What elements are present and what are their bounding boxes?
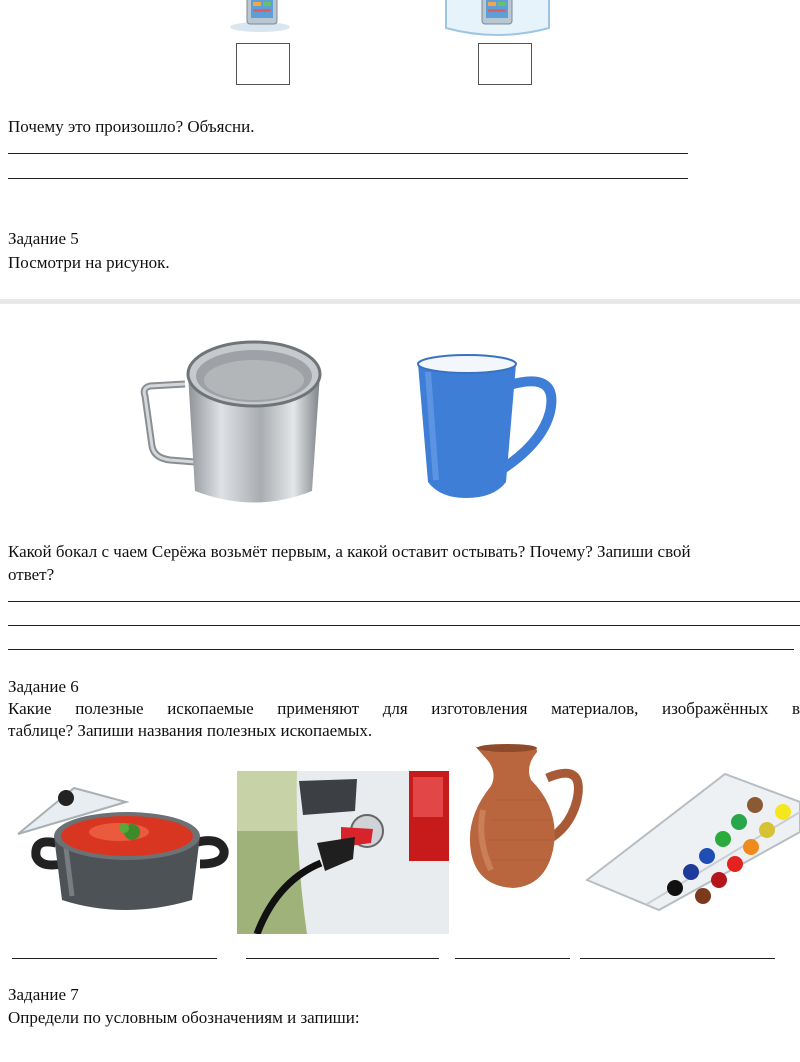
task7-heading: Задание 7	[8, 985, 79, 1004]
answer-line[interactable]	[246, 958, 439, 959]
watercolor-paints-icon	[585, 772, 800, 912]
pot-image	[14, 778, 234, 918]
answer-line[interactable]	[8, 178, 688, 179]
task6-question-line2: таблице? Запиши названия полезных ископаемых.	[8, 721, 373, 740]
answer-line[interactable]	[8, 601, 800, 602]
metal-mug-icon	[140, 336, 325, 511]
smartphone-in-jar-icon	[440, 0, 555, 40]
answer-box-right[interactable]	[478, 43, 532, 85]
answer-line[interactable]	[580, 958, 775, 959]
answer-line[interactable]	[8, 649, 794, 650]
task7-instruction: Определи по условным обозначениям и запиши:	[8, 1008, 360, 1027]
smartphone-icon	[225, 0, 295, 34]
blue-mug-image	[410, 352, 560, 500]
answer-line[interactable]	[455, 958, 570, 959]
section4-question: Почему это произошло? Объясни.	[8, 117, 255, 136]
task5-question-line2: ответ?	[8, 565, 55, 584]
clay-jug-icon	[465, 740, 587, 890]
phone-right-image	[440, 0, 555, 40]
blue-mug-icon	[410, 352, 560, 500]
phone-left-image	[225, 0, 295, 34]
answer-line[interactable]	[8, 625, 800, 626]
fuel-image	[237, 771, 449, 934]
task6-question-line1: Какие полезные ископаемые применяют для изготовления материалов, изображённых в	[8, 699, 800, 718]
watercolor-image	[585, 772, 800, 912]
task5-question-line1: Какой бокал с чаем Серёжа возьмёт первым, а какой оставит остывать? Почему? Запиши свой	[8, 542, 691, 561]
task5-heading: Задание 5	[8, 229, 79, 248]
page-separator	[0, 299, 800, 304]
answer-line[interactable]	[8, 153, 688, 154]
task5-instruction: Посмотри на рисунок.	[8, 253, 170, 272]
fuel-nozzle-icon	[237, 771, 449, 934]
pot-of-borscht-icon	[14, 778, 234, 918]
task6-heading: Задание 6	[8, 677, 79, 696]
metal-mug-image	[140, 336, 325, 511]
answer-line[interactable]	[12, 958, 217, 959]
answer-box-left[interactable]	[236, 43, 290, 85]
clay-jug-image	[465, 740, 587, 890]
